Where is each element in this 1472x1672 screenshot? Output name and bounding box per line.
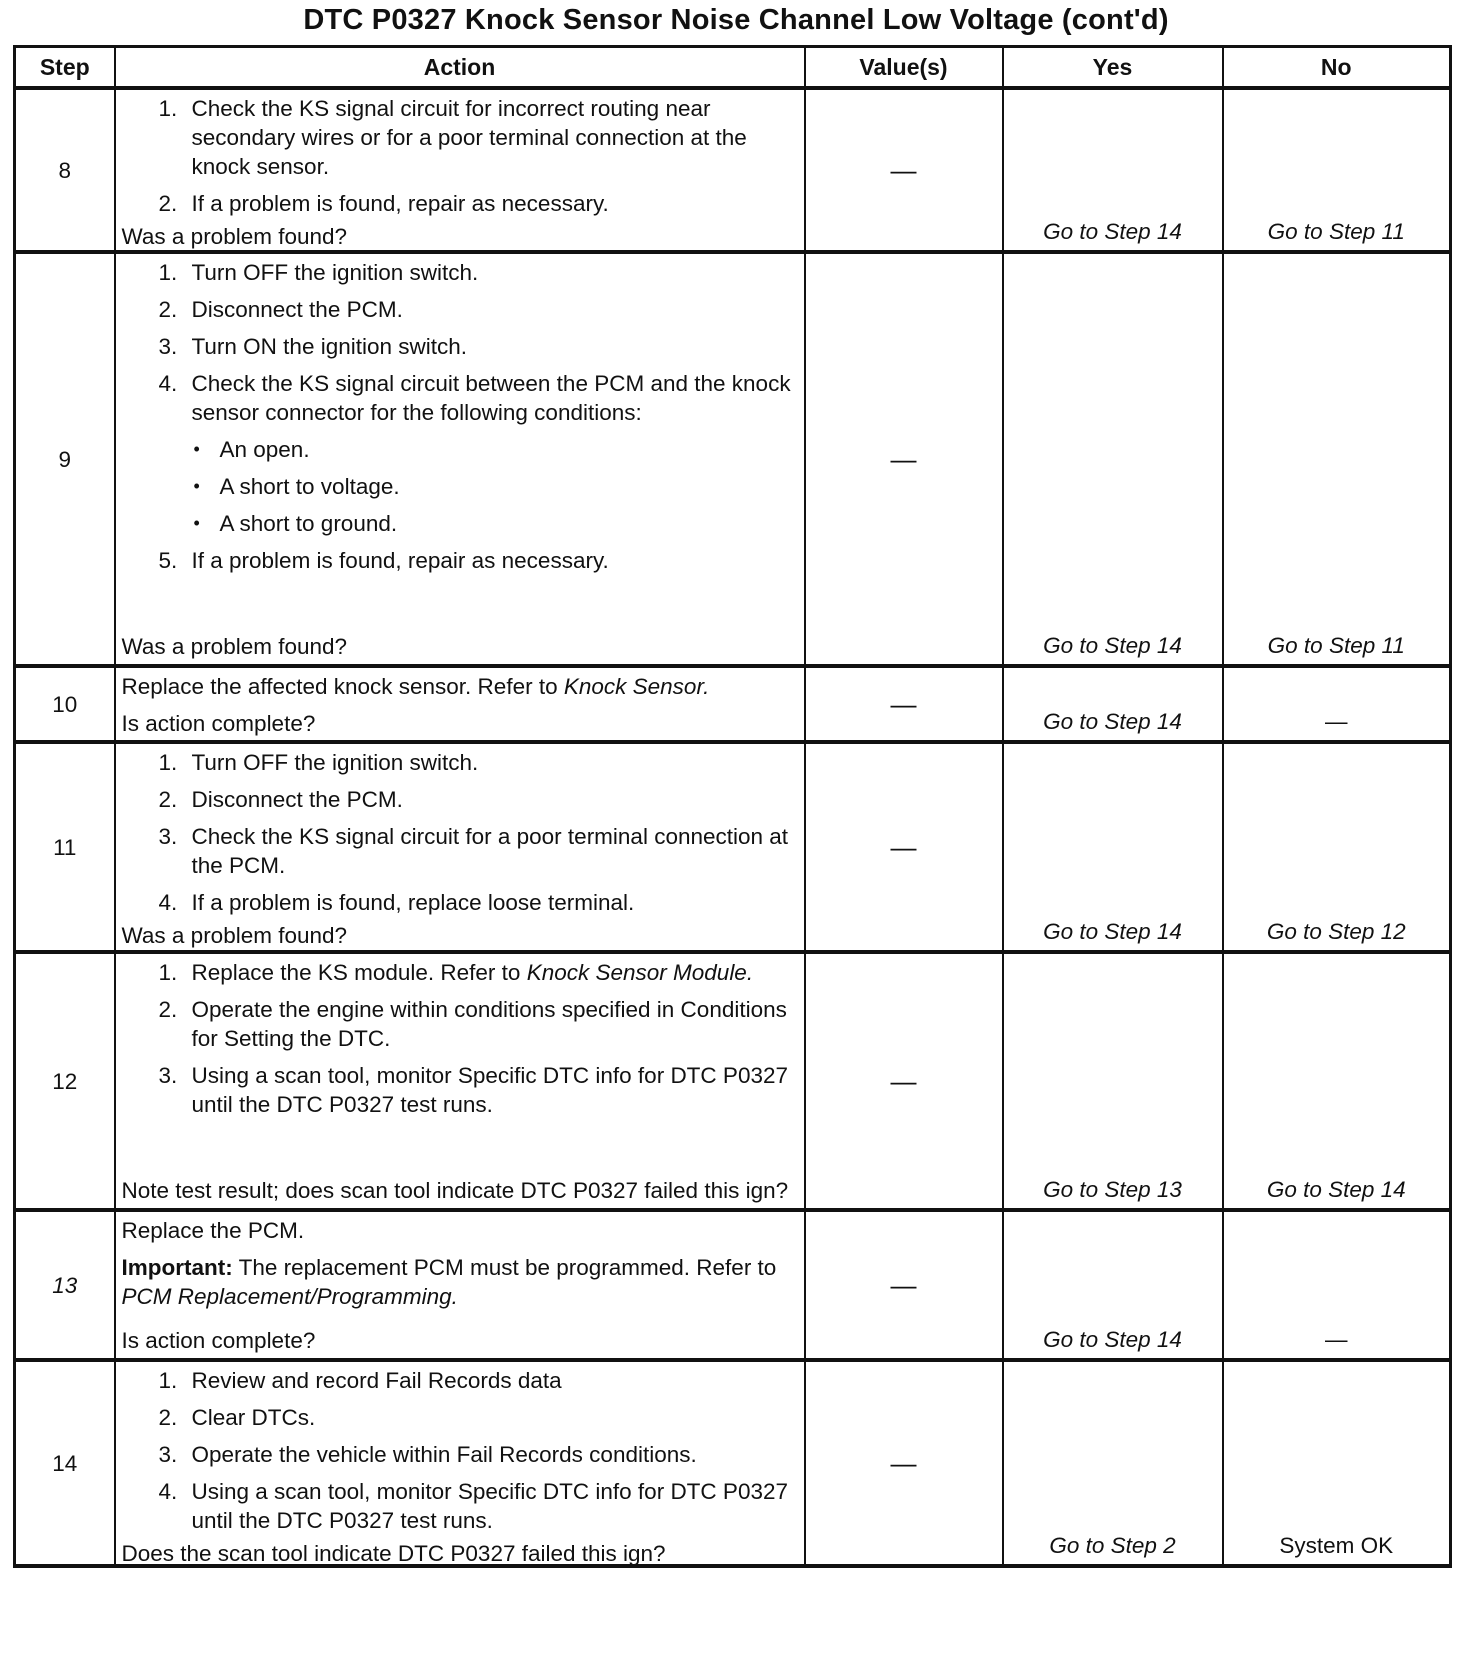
condition-item: • A short to voltage. — [220, 472, 796, 501]
yes-cell: Go to Step 2 — [1003, 1360, 1223, 1566]
important-text: The replacement PCM must be programmed. Refer to — [238, 1255, 777, 1280]
value-cell: — — [805, 952, 1003, 1210]
diagnostic-table — [13, 45, 1452, 1568]
condition-item: • A short to ground. — [220, 509, 796, 538]
table-row-step-9 — [15, 252, 1451, 666]
value-cell: — — [805, 666, 1003, 742]
yes-cell: Go to Step 14 — [1003, 666, 1223, 742]
reference-link-text: PCM Replacement/Programming. — [121, 1284, 458, 1309]
action-item: 2. Clear DTCs. — [184, 1403, 796, 1432]
question: Was a problem found? — [121, 923, 348, 948]
no-cell: Go to Step 11 — [1223, 88, 1451, 252]
action-cell — [115, 1360, 805, 1566]
value-cell: — — [805, 742, 1003, 952]
value-cell: — — [805, 252, 1003, 666]
value-cell: — — [805, 1360, 1003, 1566]
step-number: 10 — [15, 666, 115, 742]
action-item: 1. Review and record Fail Records data — [184, 1366, 796, 1395]
yes-cell: Go to Step 14 — [1003, 252, 1223, 666]
question: Was a problem found? — [121, 224, 348, 249]
step-number: 13 — [15, 1210, 115, 1360]
reference-link-text: Knock Sensor. — [563, 674, 710, 699]
yes-cell: Go to Step 14 — [1003, 742, 1223, 952]
action-cell — [115, 742, 805, 952]
important-note — [122, 1253, 796, 1311]
action-cell — [115, 666, 805, 742]
no-cell: Go to Step 12 — [1223, 742, 1451, 952]
value-cell: — — [805, 1210, 1003, 1360]
action-item — [184, 958, 796, 987]
action-text: Replace the affected knock sensor. Refer to — [121, 674, 558, 699]
action-line — [122, 672, 796, 701]
header-no: No — [1223, 47, 1451, 89]
value-cell: — — [805, 88, 1003, 252]
action-item: 3. Operate the vehicle within Fail Records conditions. — [184, 1440, 796, 1469]
question: Was a problem found? — [121, 634, 348, 659]
action-item: 4. If a problem is found, replace loose terminal. — [184, 888, 796, 917]
question: Is action complete? — [121, 1328, 316, 1353]
no-cell: Go to Step 14 — [1223, 952, 1451, 1210]
yes-cell: Go to Step 13 — [1003, 952, 1223, 1210]
step-number: 12 — [15, 952, 115, 1210]
no-cell: Go to Step 11 — [1223, 252, 1451, 666]
yes-cell: Go to Step 14 — [1003, 1210, 1223, 1360]
table-row-step-8 — [15, 88, 1451, 252]
question: Note test result; does scan tool indicate DTC P0327 failed this ign? — [121, 1178, 789, 1203]
no-cell: — — [1223, 1210, 1451, 1360]
header-yes: Yes — [1003, 47, 1223, 89]
action-item: 4. Using a scan tool, monitor Specific DTC info for DTC P0327 until the DTC P0327 test runs. — [184, 1477, 796, 1535]
step-number: 9 — [15, 252, 115, 666]
action-item: 5. If a problem is found, repair as necessary. — [184, 546, 796, 575]
question: Does the scan tool indicate DTC P0327 failed this ign? — [121, 1541, 666, 1566]
no-cell: — — [1223, 666, 1451, 742]
table-row-step-12 — [15, 952, 1451, 1210]
step-number: 8 — [15, 88, 115, 252]
question: Is action complete? — [121, 711, 316, 736]
action-item: 1. Turn OFF the ignition switch. — [184, 748, 796, 777]
action-cell — [115, 1210, 805, 1360]
condition-list — [192, 435, 796, 538]
action-line: Replace the PCM. — [121, 1218, 305, 1243]
action-item-text: Check the KS signal circuit between the PCM and the knock sensor connector for the following conditions: — [191, 371, 791, 425]
action-cell — [115, 952, 805, 1210]
header-value: Value(s) — [805, 47, 1003, 89]
step-number: 11 — [15, 742, 115, 952]
step-number: 14 — [15, 1360, 115, 1566]
action-cell — [115, 88, 805, 252]
action-item: 2. Operate the engine within conditions specified in Conditions for Setting the DTC. — [184, 995, 796, 1053]
action-item: 3. Turn ON the ignition switch. — [184, 332, 796, 361]
action-item — [184, 369, 796, 538]
table-row-step-11 — [15, 742, 1451, 952]
action-item: 1. Check the KS signal circuit for incorrect routing near secondary wires or for a poor terminal connection at the knock sensor. — [184, 94, 796, 181]
header-action: Action — [115, 47, 805, 89]
action-item: 2. Disconnect the PCM. — [184, 785, 796, 814]
action-item: 2. If a problem is found, repair as necessary. — [184, 189, 796, 218]
action-item: 3. Check the KS signal circuit for a poor terminal connection at the PCM. — [184, 822, 796, 880]
action-item: 3. Using a scan tool, monitor Specific DTC info for DTC P0327 until the DTC P0327 test runs. — [184, 1061, 796, 1119]
table-row-step-10 — [15, 666, 1451, 742]
yes-cell: Go to Step 14 — [1003, 88, 1223, 252]
table-row-step-14 — [15, 1360, 1451, 1566]
no-cell: System OK — [1223, 1360, 1451, 1566]
important-label: Important: — [121, 1255, 233, 1280]
header-step: Step — [15, 47, 115, 89]
table-row-step-13 — [15, 1210, 1451, 1360]
action-item: 1. Turn OFF the ignition switch. — [184, 258, 796, 287]
action-text: Replace the KS module. Refer to — [191, 960, 521, 985]
header-row — [15, 47, 1451, 89]
action-cell — [115, 252, 805, 666]
page-title: DTC P0327 Knock Sensor Noise Channel Low Voltage (cont'd) — [303, 4, 1169, 36]
condition-item: • An open. — [220, 435, 796, 464]
action-item: 2. Disconnect the PCM. — [184, 295, 796, 324]
reference-link-text: Knock Sensor Module. — [526, 960, 754, 985]
